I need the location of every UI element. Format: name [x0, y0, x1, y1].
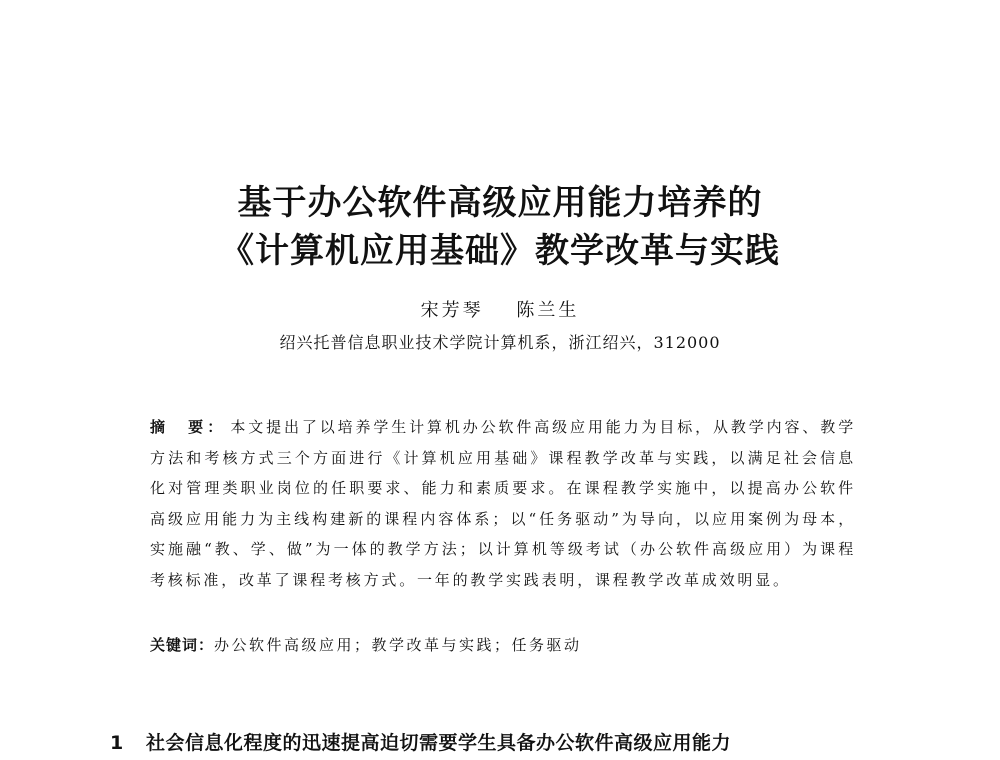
author-name: 宋芳琴	[420, 300, 484, 321]
section-title: 社会信息化程度的迅速提高迫切需要学生具备办公软件高级应用能力	[146, 732, 732, 754]
keywords-label: 关键词：	[150, 636, 215, 654]
affiliation: 绍兴托普信息职业技术学院计算机系，浙江绍兴，312000	[279, 333, 721, 352]
abstract-text: 本文提出了以培养学生计算机办公软件高级应用能力为目标，从教学内容、教学方法和考核方式三个方面进行《计算机应用基础》课程教学改革与实践，以满足社会信息化对管理类职业岗位的任职要求、能力和素质要求。在课程教学实施中，以提高办公软件高级应用能力为主线构建新的课程内容体系；以“任务驱动”为导向，以应用案例为母本，实施融“教、学、做”为一体的教学方法；以计算机等级考试（办公软件高级应用）为课程考核标准，改革了课程考核方式。一年的教学实践表明，课程教学改革成效明显。	[150, 418, 856, 589]
section-heading	[110, 728, 970, 755]
paper-title-line-1: 基于办公软件高级应用能力培养的	[237, 183, 763, 223]
section-number: 1	[110, 732, 124, 754]
keywords-text: 办公软件高级应用；教学改革与实践；任务驱动	[214, 636, 582, 654]
keywords	[150, 634, 856, 655]
author-name: 陈兰生	[516, 300, 580, 321]
author-list	[0, 296, 1000, 322]
abstract	[150, 412, 856, 595]
abstract-label: 摘 要：	[150, 418, 227, 436]
paper-title-line-2: 《计算机应用基础》教学改革与实践	[220, 231, 780, 271]
